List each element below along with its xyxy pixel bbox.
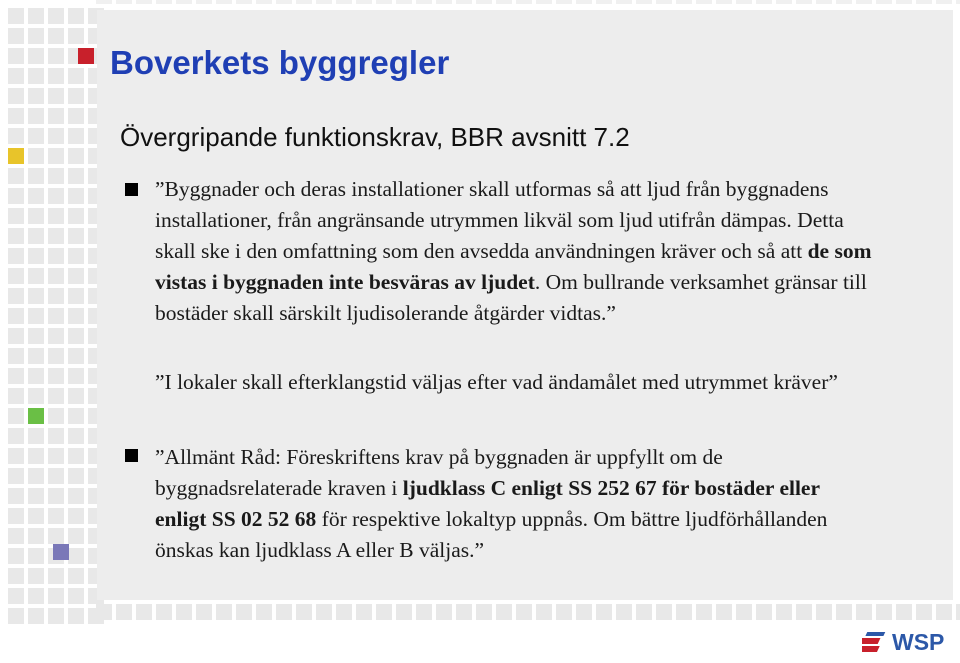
grid-tile xyxy=(696,0,712,4)
grid-tile xyxy=(48,288,64,304)
bullet-square-icon xyxy=(125,449,138,462)
grid-tile xyxy=(48,28,64,44)
wsp-logo-text: WSP xyxy=(892,629,945,655)
grid-tile xyxy=(136,604,152,620)
grid-tile xyxy=(48,508,64,524)
advice-text-end: för respektive lokaltyp uppnås. Om bättre ljudförhållanden önskas kan ljudklass A eller B väljas.” xyxy=(155,507,828,562)
grid-tile xyxy=(8,248,24,264)
grid-tile xyxy=(436,604,452,620)
grid-tile xyxy=(8,228,24,244)
grid-tile xyxy=(8,68,24,84)
grid-tile xyxy=(696,604,712,620)
grid-tile xyxy=(8,188,24,204)
wsp-logo-mark-icon xyxy=(862,632,885,652)
grid-tile xyxy=(8,328,24,344)
grid-tile xyxy=(216,604,232,620)
grid-tile xyxy=(456,604,472,620)
grid-tile xyxy=(48,248,64,264)
grid-tile xyxy=(68,148,84,164)
grid-tile xyxy=(48,328,64,344)
grid-tile xyxy=(68,28,84,44)
grid-tile xyxy=(28,368,44,384)
grid-tile xyxy=(28,68,44,84)
grid-tile xyxy=(68,608,84,624)
grid-tile xyxy=(68,408,84,424)
grid-tile xyxy=(48,168,64,184)
grid-tile xyxy=(28,248,44,264)
grid-tile xyxy=(8,8,24,24)
grid-tile xyxy=(28,8,44,24)
grid-tile xyxy=(48,148,64,164)
grid-tile xyxy=(48,308,64,324)
grid-tile xyxy=(336,604,352,620)
grid-tile xyxy=(28,348,44,364)
grid-tile xyxy=(68,388,84,404)
grid-tile xyxy=(28,108,44,124)
grid-tile xyxy=(8,588,24,604)
grid-tile xyxy=(616,0,632,4)
grid-tile xyxy=(816,604,832,620)
grid-tile xyxy=(28,188,44,204)
grid-tile xyxy=(48,448,64,464)
grid-tile xyxy=(576,0,592,4)
slide-subtitle: Övergripande funktionskrav, BBR avsnitt 7.2 xyxy=(120,122,630,152)
grid-tile xyxy=(116,0,132,4)
grid-tile xyxy=(68,528,84,544)
grid-tile xyxy=(116,604,132,620)
grid-tile xyxy=(8,368,24,384)
grid-tile xyxy=(876,0,892,4)
quote-emphasis: de som vistas i byggnaden inte besväras av ljudet xyxy=(155,239,872,294)
grid-tile xyxy=(156,0,172,4)
grid-tile xyxy=(68,108,84,124)
grid-tile xyxy=(756,0,772,4)
grid-tile xyxy=(68,588,84,604)
grid-tile xyxy=(916,0,932,4)
grid-tile xyxy=(28,208,44,224)
grid-tile xyxy=(916,604,932,620)
grid-tile xyxy=(836,0,852,4)
grid-tile xyxy=(476,0,492,4)
grid-tile xyxy=(68,288,84,304)
grid-tile xyxy=(8,348,24,364)
grid-tile xyxy=(8,48,24,64)
grid-tile xyxy=(776,0,792,4)
grid-tile xyxy=(8,508,24,524)
accent-tile-yellow xyxy=(8,148,24,164)
grid-tile xyxy=(396,604,412,620)
grid-tile xyxy=(716,0,732,4)
grid-tile xyxy=(316,604,332,620)
grid-tile xyxy=(28,588,44,604)
grid-tile xyxy=(8,568,24,584)
grid-tile xyxy=(28,468,44,484)
bbr-quote-paragraph xyxy=(155,174,875,329)
grid-tile xyxy=(8,288,24,304)
grid-tile xyxy=(936,0,952,4)
grid-tile xyxy=(496,0,512,4)
grid-tile xyxy=(68,8,84,24)
grid-tile xyxy=(28,288,44,304)
grid-tile xyxy=(216,0,232,4)
grid-tile xyxy=(636,0,652,4)
grid-tile xyxy=(316,0,332,4)
grid-tile xyxy=(376,604,392,620)
grid-tile xyxy=(48,68,64,84)
grid-tile xyxy=(8,488,24,504)
grid-tile xyxy=(376,0,392,4)
grid-tile xyxy=(68,448,84,464)
grid-tile xyxy=(28,608,44,624)
grid-tile xyxy=(68,68,84,84)
grid-tile xyxy=(28,508,44,524)
grid-tile xyxy=(416,604,432,620)
grid-tile xyxy=(28,428,44,444)
grid-tile xyxy=(28,128,44,144)
grid-tile xyxy=(476,604,492,620)
advice-emphasis: ljudklass C enligt SS 252 67 för bostäder eller enligt SS 02 52 68 xyxy=(155,476,820,531)
grid-tile xyxy=(756,604,772,620)
grid-tile xyxy=(48,568,64,584)
grid-tile xyxy=(68,188,84,204)
grid-tile xyxy=(68,568,84,584)
grid-tile xyxy=(48,588,64,604)
grid-tile xyxy=(68,468,84,484)
grid-tile xyxy=(28,228,44,244)
close-quote: ” xyxy=(606,301,616,325)
grid-tile xyxy=(956,604,960,620)
grid-tile xyxy=(176,604,192,620)
advice-text: ”Allmänt Råd: Föreskriftens krav på byggnaden är uppfyllt om de byggnadsrelaterade kraven i xyxy=(155,445,723,500)
grid-tile xyxy=(8,28,24,44)
quote-text: Byggnader och deras installationer skall utformas så att ljud från byggnadens installationer, från angränsande utrymmen likväl som ljud utifrån dämpas. Detta skall ske i den omfattning som den avsedda användningen kräver och så att xyxy=(155,177,844,263)
grid-tile xyxy=(48,228,64,244)
grid-tile xyxy=(68,228,84,244)
grid-tile xyxy=(356,0,372,4)
wsp-logo xyxy=(862,624,954,663)
grid-tile xyxy=(48,208,64,224)
grid-tile xyxy=(28,28,44,44)
grid-tile xyxy=(68,348,84,364)
grid-tile xyxy=(656,604,672,620)
grid-tile xyxy=(48,368,64,384)
grid-tile xyxy=(8,428,24,444)
accent-tile-red xyxy=(78,48,94,64)
grid-tile xyxy=(8,548,24,564)
grid-tile xyxy=(296,604,312,620)
grid-tile xyxy=(48,108,64,124)
grid-tile xyxy=(336,0,352,4)
grid-tile xyxy=(8,208,24,224)
grid-tile xyxy=(676,0,692,4)
grid-tile xyxy=(28,88,44,104)
grid-tile xyxy=(8,528,24,544)
grid-tile xyxy=(736,604,752,620)
grid-tile xyxy=(8,88,24,104)
grid-tile xyxy=(48,428,64,444)
grid-tile xyxy=(28,268,44,284)
grid-tile xyxy=(556,0,572,4)
grid-tile xyxy=(8,268,24,284)
grid-tile xyxy=(96,0,112,4)
grid-tile xyxy=(68,488,84,504)
grid-tile xyxy=(68,428,84,444)
slide-title: Boverkets byggregler xyxy=(110,44,450,81)
grid-tile xyxy=(48,528,64,544)
grid-tile xyxy=(68,308,84,324)
grid-tile xyxy=(68,168,84,184)
grid-tile xyxy=(48,408,64,424)
grid-tile xyxy=(496,604,512,620)
grid-tile xyxy=(28,548,44,564)
grid-tile xyxy=(276,0,292,4)
grid-tile xyxy=(856,0,872,4)
quote-text-end: . Om bullrande verksamhet gränsar till bostäder skall särskilt ljudisolerande åtgärder vidtas. xyxy=(155,270,867,325)
grid-tile xyxy=(156,604,172,620)
grid-tile xyxy=(68,208,84,224)
grid-tile xyxy=(28,48,44,64)
grid-tile xyxy=(836,604,852,620)
grid-tile xyxy=(736,0,752,4)
grid-tile xyxy=(48,8,64,24)
grid-tile xyxy=(596,0,612,4)
grid-tile xyxy=(816,0,832,4)
grid-tile xyxy=(28,568,44,584)
grid-tile xyxy=(456,0,472,4)
accent-tile-purple xyxy=(53,544,69,560)
grid-tile xyxy=(676,604,692,620)
grid-tile xyxy=(48,128,64,144)
grid-tile xyxy=(896,604,912,620)
grid-tile xyxy=(196,0,212,4)
grid-tile xyxy=(28,388,44,404)
grid-tile xyxy=(856,604,872,620)
grid-tile xyxy=(48,188,64,204)
open-quote: ” xyxy=(155,177,165,201)
grid-tile xyxy=(68,88,84,104)
grid-tile xyxy=(276,604,292,620)
grid-tile xyxy=(516,604,532,620)
grid-tile xyxy=(68,508,84,524)
grid-tile xyxy=(656,0,672,4)
bullet-square-icon xyxy=(125,183,138,196)
grid-tile xyxy=(8,108,24,124)
grid-tile xyxy=(8,128,24,144)
grid-tile xyxy=(196,604,212,620)
grid-tile xyxy=(48,488,64,504)
grid-tile xyxy=(28,148,44,164)
grid-tile xyxy=(68,328,84,344)
grid-tile xyxy=(28,528,44,544)
grid-tile xyxy=(396,0,412,4)
grid-tile xyxy=(296,0,312,4)
grid-tile xyxy=(48,268,64,284)
grid-tile xyxy=(28,168,44,184)
grid-tile xyxy=(356,604,372,620)
grid-tile xyxy=(716,604,732,620)
grid-tile xyxy=(776,604,792,620)
reverberation-quote: ”I lokaler skall efterklangstid väljas efter vad ändamålet med utrymmet kräver” xyxy=(155,370,838,394)
grid-tile xyxy=(8,408,24,424)
grid-tile xyxy=(596,604,612,620)
grid-tile xyxy=(896,0,912,4)
grid-tile xyxy=(68,128,84,144)
grid-tile xyxy=(516,0,532,4)
grid-tile xyxy=(176,0,192,4)
grid-tile xyxy=(236,604,252,620)
grid-tile xyxy=(8,308,24,324)
grid-tile xyxy=(236,0,252,4)
grid-tile xyxy=(556,604,572,620)
grid-tile xyxy=(256,0,272,4)
grid-tile xyxy=(68,248,84,264)
grid-tile xyxy=(48,48,64,64)
grid-tile xyxy=(48,88,64,104)
grid-tile xyxy=(48,608,64,624)
grid-tile xyxy=(68,548,84,564)
grid-tile xyxy=(536,0,552,4)
grid-tile xyxy=(936,604,952,620)
grid-tile xyxy=(416,0,432,4)
grid-tile xyxy=(8,448,24,464)
grid-tile xyxy=(96,604,112,620)
grid-tile xyxy=(796,604,812,620)
grid-tile xyxy=(436,0,452,4)
grid-tile xyxy=(28,328,44,344)
grid-tile xyxy=(68,268,84,284)
grid-tile xyxy=(616,604,632,620)
grid-tile xyxy=(8,168,24,184)
grid-tile xyxy=(956,0,960,4)
grid-tile xyxy=(68,368,84,384)
grid-tile xyxy=(8,608,24,624)
grid-tile xyxy=(536,604,552,620)
grid-tile xyxy=(576,604,592,620)
grid-tile xyxy=(136,0,152,4)
grid-tile xyxy=(28,488,44,504)
grid-tile xyxy=(28,448,44,464)
grid-tile xyxy=(636,604,652,620)
grid-tile xyxy=(256,604,272,620)
grid-tile xyxy=(876,604,892,620)
accent-tile-green xyxy=(28,408,44,424)
grid-tile xyxy=(48,348,64,364)
grid-tile xyxy=(48,388,64,404)
grid-tile xyxy=(796,0,812,4)
grid-tile xyxy=(28,308,44,324)
grid-tile xyxy=(48,468,64,484)
grid-tile xyxy=(8,388,24,404)
grid-tile xyxy=(8,468,24,484)
general-advice-paragraph xyxy=(155,442,875,566)
